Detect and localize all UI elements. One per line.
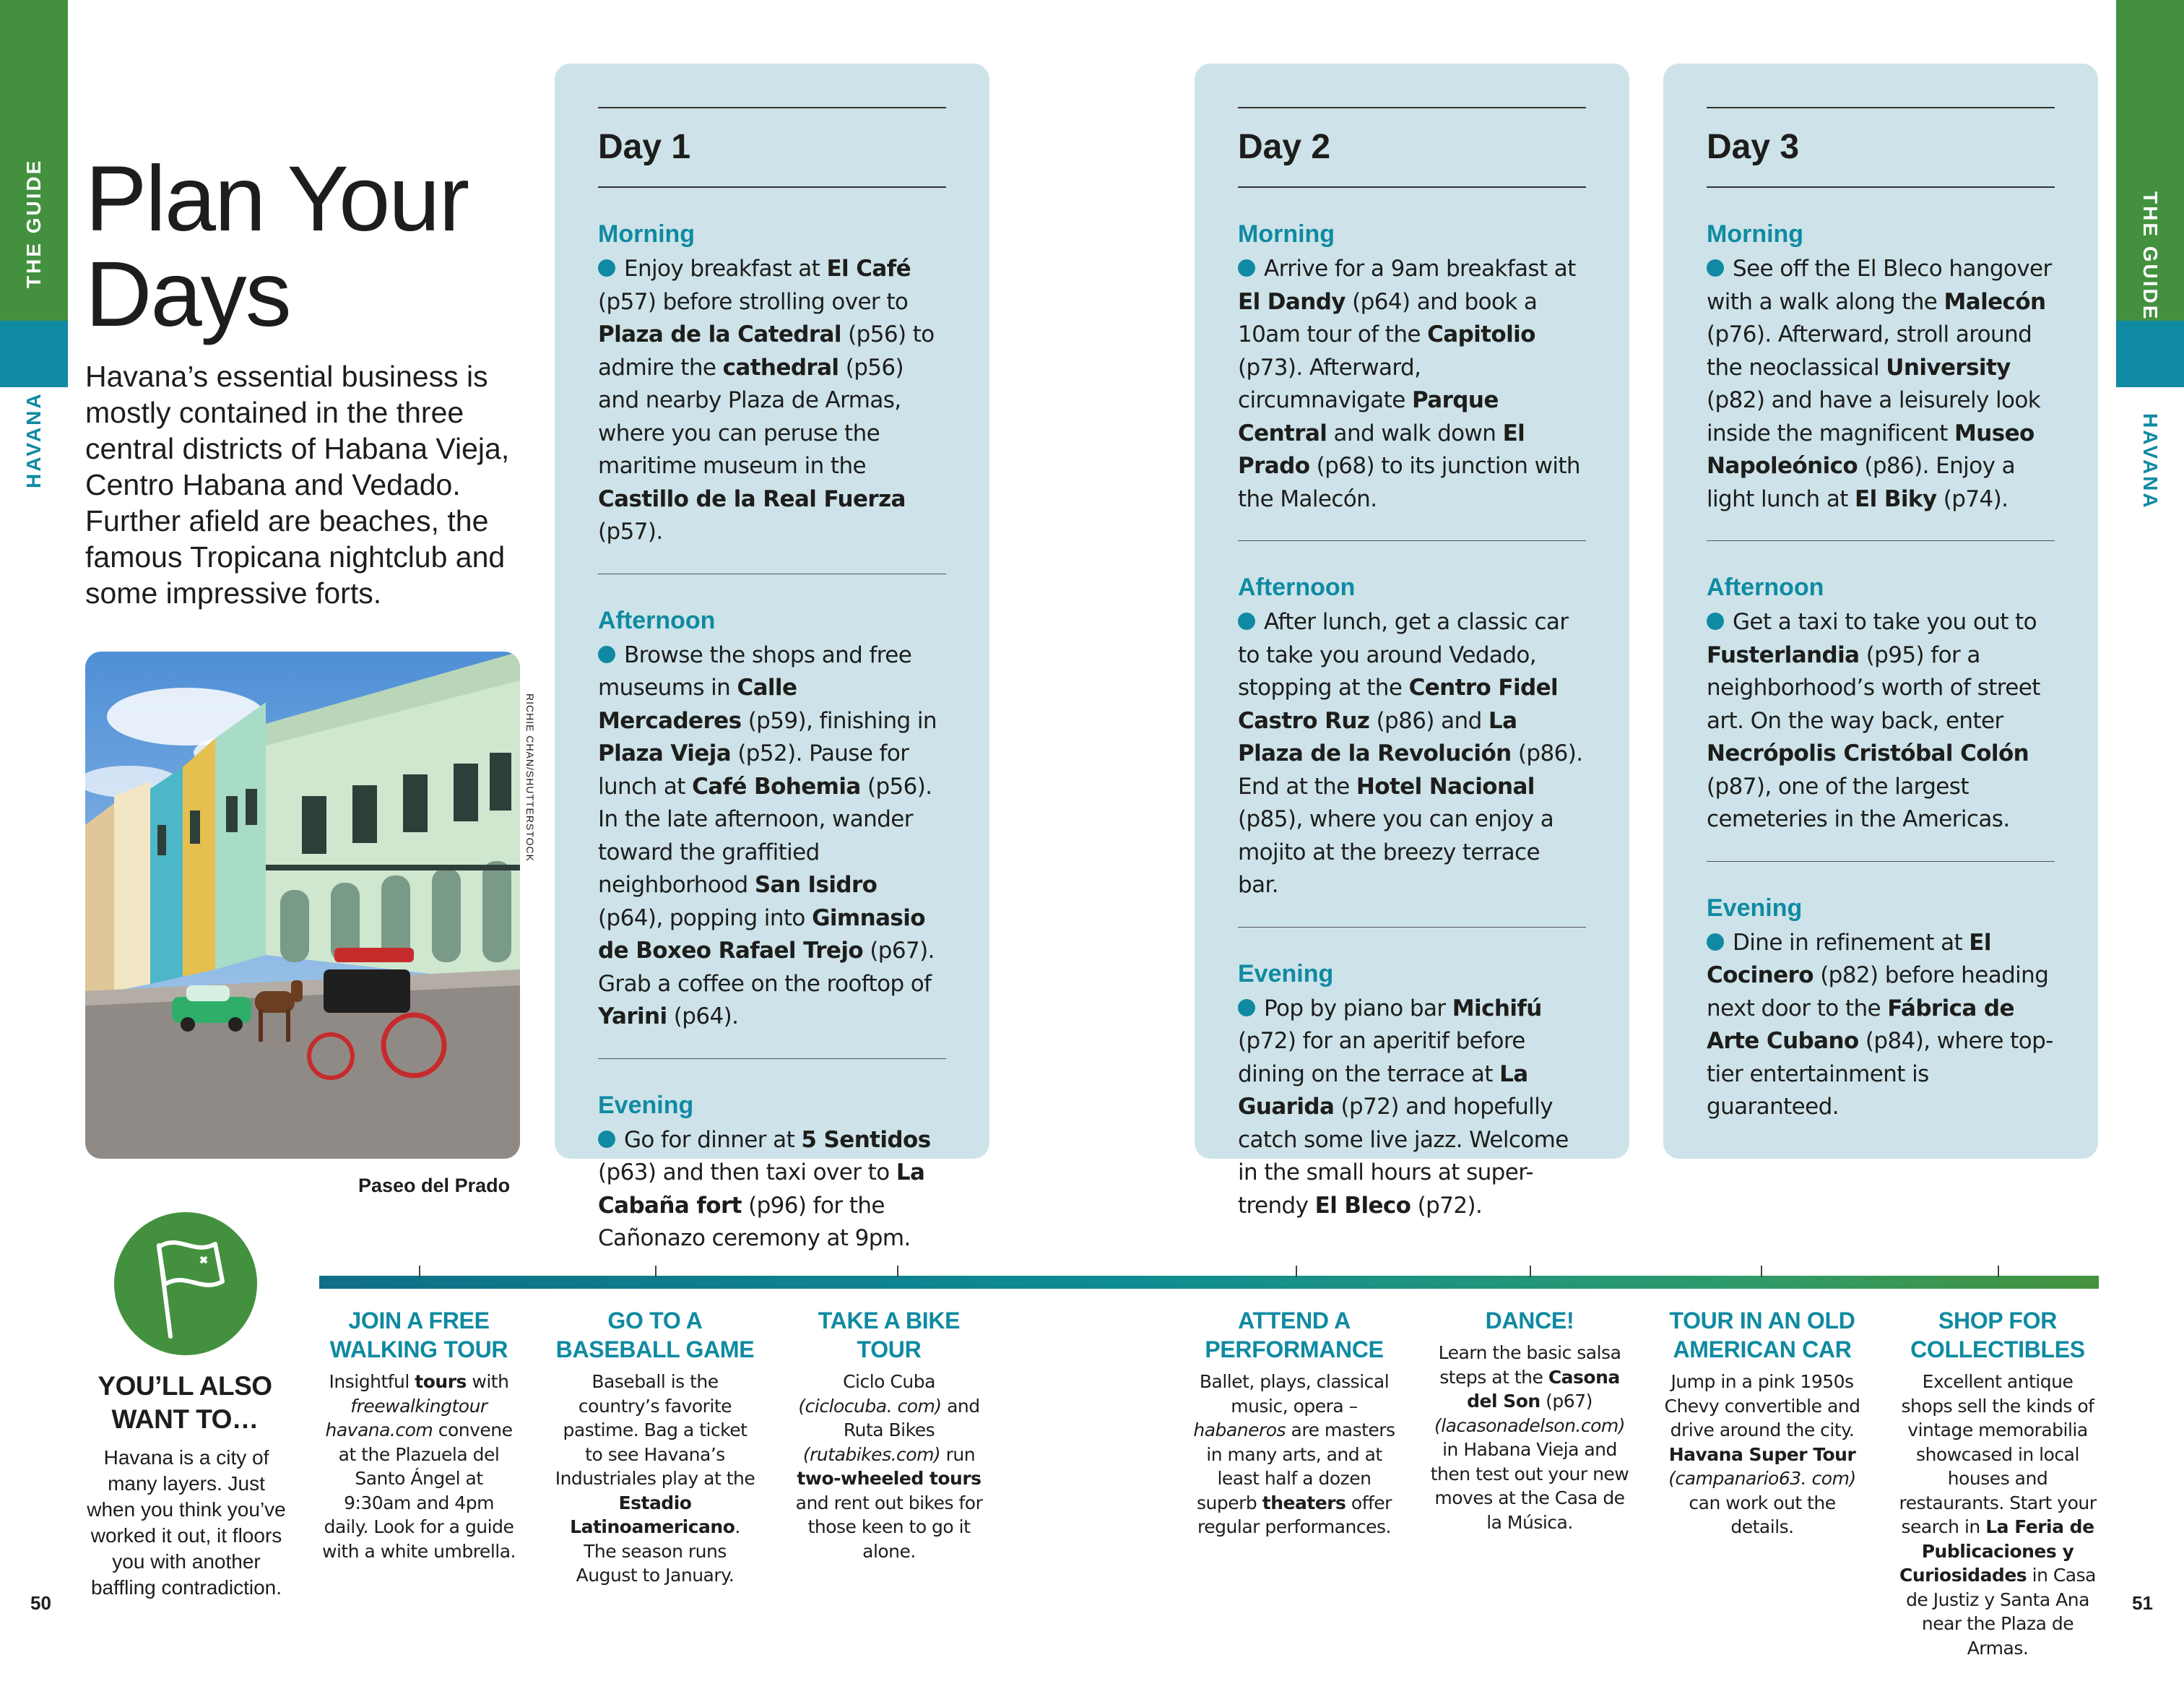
item-heading: ATTEND A PERFORMANCE [1205, 1308, 1384, 1362]
bold-text: El Biky [1855, 485, 1937, 512]
section-body [598, 253, 946, 549]
timeline-bar [319, 1276, 2099, 1289]
also-item-baseball [555, 1306, 755, 1588]
bold-text: El Café [826, 256, 911, 282]
also-title: YOU’LL ALSO WANT TO… [98, 1371, 272, 1434]
text-run: (p96) for the Cañonazo ceremony at 9pm. [598, 1192, 911, 1251]
bold-text: Parque Central [1238, 387, 1499, 446]
text-run: (p56). In the late afternoon, wander toward the graffitied neighborhood [598, 773, 932, 898]
page-number-right: 51 [2132, 1592, 2153, 1614]
text-run: Jump in a pink 1950s Chevy convertible and drive around the city. [1664, 1371, 1860, 1440]
text-run: (p67). Grab a coffee on the rooftop of [598, 938, 935, 997]
also-item-walking-tour [321, 1306, 517, 1563]
text-run: and Ruta Bikes [843, 1395, 980, 1440]
section-body [1707, 606, 2055, 837]
bold-text: 5 Sentidos [801, 1126, 931, 1153]
text-run: (p64) and book a 10am tour of the [1238, 288, 1538, 347]
text-run: Ciclo Cuba [843, 1371, 935, 1392]
also-item-american-car [1664, 1306, 1860, 1539]
left-city-label: HAVANA [22, 392, 45, 488]
paseo-del-prado-illustration [85, 652, 520, 1159]
day-title-rule [1238, 186, 1586, 188]
text-run: (p82) and have a leisurely look inside the magnificent [1707, 387, 2041, 446]
page-number-left: 50 [30, 1592, 51, 1614]
text-run: (p73). Afterward, circumnavigate [1238, 354, 1421, 413]
also-body: Havana is a city of many layers. Just when you think you’ve worked it out, it floors you with another baffling contradiction. [87, 1446, 286, 1599]
text-run: (p85), where you can enjoy a mojito at the breezy terrace bar. [1238, 806, 1554, 898]
text-run: (p72). [1410, 1192, 1483, 1219]
timeline-tick [655, 1266, 656, 1277]
timeline-tick [1530, 1266, 1531, 1277]
bold-text: Capitolio [1427, 321, 1535, 347]
item-body [794, 1370, 984, 1563]
bold-text: theaters [1262, 1492, 1346, 1513]
text-run: (p56) to admire the [598, 321, 935, 381]
bullet-icon [1238, 259, 1255, 277]
timeline-tick [897, 1266, 898, 1277]
bold-text: Fábrica de Arte Cubano [1707, 995, 2014, 1054]
day-2-content [1238, 107, 1586, 1247]
flag-icon [114, 1212, 257, 1355]
bold-text: University [1886, 354, 2011, 381]
day-title: Day 2 [1238, 128, 1331, 166]
text-run: (p64), popping into [598, 904, 812, 931]
section-divider [1238, 540, 1586, 541]
text-run: (p56) and nearby Plaza de Armas, where you can peruse the maritime museum in the [598, 354, 904, 479]
text-run: offer regular performances. [1197, 1492, 1392, 1537]
left-section-label: THE GUIDE [22, 158, 45, 288]
bold-text: Centro Fidel Castro Ruz [1238, 675, 1559, 734]
item-heading: DANCE! [1485, 1308, 1574, 1334]
day-title: Day 1 [598, 128, 691, 166]
day-1-content [598, 107, 946, 1280]
section-body [1707, 253, 2055, 516]
section-body [598, 639, 946, 1034]
italic-text: (rutabikes.com) [802, 1443, 941, 1465]
italic-text: (campanario63. com) [1668, 1468, 1856, 1489]
section-heading: Afternoon [1238, 574, 1356, 601]
section-heading: Evening [1707, 894, 1803, 922]
right-city-label: HAVANA [2139, 413, 2162, 510]
page-title-line1: Plan Your [85, 147, 469, 251]
bold-text: Necrópolis Cristóbal Colón [1707, 740, 2029, 766]
text-run: (p76). Afterward, stroll around the neoclassical [1707, 321, 2032, 381]
text-run: (p86) and [1369, 707, 1488, 734]
bold-text: Plaza Vieja [598, 740, 732, 766]
day-card-2 [1195, 64, 1629, 1219]
day-3-content [1707, 107, 2055, 1149]
section-heading: Evening [598, 1091, 694, 1119]
text-run: convene at the Plazuela del Santo Ángel at 9:30am and 4pm daily. Look for a guide with a white umbrella. [322, 1419, 516, 1562]
text-run: . The season runs August to January. [576, 1516, 740, 1586]
text-run: (p64). [667, 1003, 739, 1029]
text-run: (p57) before strolling over to [598, 288, 909, 315]
text-run: Enjoy breakfast at [624, 256, 827, 282]
bold-text: El Cocinero [1707, 929, 1991, 988]
bullet-icon [1707, 933, 1724, 951]
section-heading: Afternoon [598, 606, 716, 634]
day-title-rule [1707, 186, 2055, 188]
bullet-icon [1238, 999, 1255, 1016]
bullet-icon [1707, 259, 1724, 277]
text-run: are masters in many arts, and at least half a dozen superb [1197, 1419, 1395, 1513]
bold-text: El Prado [1238, 420, 1525, 479]
text-run: (p63) and then taxi over to [598, 1159, 896, 1185]
text-run: See off the El Bleco hangover with a walk along the [1707, 256, 2052, 315]
day-card-3 [1663, 64, 2098, 1159]
section-heading: Morning [1707, 220, 1804, 248]
section-body [598, 1124, 946, 1256]
right-section-label: THE GUIDE [2139, 191, 2162, 321]
day-card-1 [555, 64, 989, 1251]
text-run: (p59), finishing in [741, 707, 937, 734]
text-run: run [940, 1443, 976, 1465]
item-heading: GO TO A BASEBALL GAME [555, 1308, 755, 1362]
text-run: Ballet, plays, classical music, opera – [1199, 1371, 1390, 1417]
section-divider [1707, 861, 2055, 862]
bold-text: Calle Mercaderes [598, 675, 797, 734]
right-city-tab [2116, 321, 2184, 387]
flag-badge [114, 1212, 257, 1355]
text-run: Go for dinner at [624, 1126, 802, 1153]
timeline-tick [419, 1266, 420, 1277]
text-run: Excellent antique shops sell the kinds of vintage memorabilia showcased in local houses and restaurants. Start your search in [1899, 1371, 2097, 1537]
bold-text: Gimnasio de Boxeo Rafael Trejo [598, 904, 925, 964]
page-title-line2: Days [85, 243, 290, 346]
text-run: (p72) for an aperitif before dining on the terrace at [1238, 1028, 1525, 1087]
text-run: (p57). [598, 519, 663, 545]
bold-text: El Dandy [1238, 288, 1346, 315]
bullet-icon [1707, 613, 1724, 630]
text-run: in Habana Vieja and then test out your new moves at the Casa de la Música. [1430, 1439, 1629, 1533]
bold-text: Malecón [1944, 288, 2046, 315]
item-heading: JOIN A FREE WALKING TOUR [329, 1308, 508, 1362]
section-divider [1238, 927, 1586, 928]
section-body [1707, 927, 2055, 1124]
text-run: in Casa de Justiz y Santa Ana near the Plaza de Armas. [1906, 1565, 2096, 1659]
bullet-icon [598, 259, 615, 277]
text-run: (p84), where top-tier entertainment is guaranteed. [1707, 1028, 2053, 1120]
bold-text: cathedral [722, 354, 839, 381]
bold-text: La Plaza de la Revolución [1238, 707, 1517, 766]
text-run: and rent out bikes for those keen to go it alone. [795, 1492, 983, 1562]
italic-text: freewalkingtour havana.com [325, 1395, 488, 1440]
section-divider [1707, 540, 2055, 541]
text-run: (p52). Pause for lunch at [598, 740, 909, 800]
item-body [1193, 1370, 1395, 1539]
text-run: Browse the shops and free museums in [598, 641, 912, 701]
italic-text: habaneros [1193, 1419, 1286, 1440]
italic-text: (ciclocuba. com) [798, 1395, 942, 1417]
also-item-bike-tour [794, 1306, 984, 1563]
item-body [1429, 1341, 1631, 1534]
italic-text: (lacasonadelson.com) [1434, 1414, 1626, 1436]
item-heading: TOUR IN AN OLD AMERICAN CAR [1669, 1308, 1855, 1362]
timeline-tick [1998, 1266, 1999, 1277]
text-run: (p82) before heading next door to the [1707, 962, 2049, 1021]
day-title-rule [598, 186, 946, 188]
text-run: and walk down [1327, 420, 1503, 446]
section-heading: Afternoon [1707, 574, 1824, 601]
bold-text: La Guarida [1238, 1060, 1528, 1120]
item-heading: TAKE A BIKE TOUR [818, 1308, 961, 1362]
text-run: Get a taxi to take you out to [1733, 609, 2037, 635]
bold-text: Hotel Nacional [1356, 773, 1535, 800]
bullet-icon [598, 646, 615, 663]
street-photo [85, 652, 520, 1159]
bold-text: Estadio Latinoamericano [570, 1492, 735, 1537]
bold-text: San Isidro [754, 872, 878, 898]
bullet-icon [598, 1131, 615, 1148]
left-city-tab [0, 321, 68, 387]
section-heading: Morning [1238, 220, 1335, 248]
also-item-collectibles [1897, 1306, 2099, 1660]
section-heading: Evening [1238, 959, 1334, 988]
item-heading: SHOP FOR COLLECTIBLES [1910, 1308, 2085, 1362]
text-run: can work out the details. [1689, 1492, 1836, 1537]
bold-text: Havana Super Tour [1668, 1443, 1856, 1465]
text-run: Pop by piano bar [1264, 995, 1452, 1021]
item-body [1897, 1370, 2099, 1660]
text-run: Baseball is the country’s favorite pastime. Bag a ticket to see Havana’s Industriales play at the [555, 1371, 755, 1489]
section-body [1238, 253, 1586, 516]
text-run: After lunch, get a classic car to take you around Vedado, stopping at the [1238, 609, 1569, 701]
section-body [1238, 993, 1586, 1223]
page-title [85, 147, 533, 346]
item-body [1664, 1370, 1860, 1539]
timeline-tick [1761, 1266, 1762, 1277]
text-run: (p67) [1540, 1391, 1592, 1412]
photo-caption: Paseo del Prado [358, 1175, 511, 1196]
bold-text: Fusterlandia [1707, 641, 1860, 668]
item-body [555, 1370, 755, 1588]
text-run: Learn the basic salsa steps at the [1438, 1342, 1621, 1388]
bold-text: Plaza de la Catedral [598, 321, 841, 347]
text-run: Insightful [329, 1371, 415, 1392]
intro-text: Havana’s essential business is mostly contained in the three central districts of Habana Vieja, Centro Habana and Vedado. Further afield are beaches, the famous Tropicana nightclub and some impressive forts. [85, 360, 510, 610]
bold-text: two-wheeled tours [797, 1468, 982, 1489]
text-run: Arrive for a 9am breakfast at [1264, 256, 1576, 282]
text-run: (p68) to its junction with the Malecón. [1238, 453, 1580, 512]
bold-text: Michifú [1452, 995, 1542, 1021]
bold-text: Castillo de la Real Fuerza [598, 485, 906, 512]
bullet-icon [1238, 613, 1255, 630]
bold-text: Yarini [598, 1003, 667, 1029]
item-body [321, 1370, 517, 1563]
bold-text: Casona del Son [1467, 1366, 1620, 1412]
section-divider [598, 1058, 946, 1059]
text-run: (p87), one of the largest cemeteries in the Americas. [1707, 773, 2010, 832]
bold-text: El Bleco [1314, 1192, 1411, 1219]
section-body [1238, 606, 1586, 902]
section-heading: Morning [598, 220, 696, 248]
bold-text: La Feria de Publicaciones y Curiosidades [1899, 1516, 2094, 1586]
text-run: Dine in refinement at [1733, 929, 1970, 956]
text-run: (p86). Enjoy a light lunch at [1707, 453, 2015, 512]
bold-text: tours [415, 1371, 467, 1392]
photo-credit: RICHIE CHAN/SHUTTERSTOCK [524, 693, 536, 862]
text-run: with [466, 1371, 509, 1392]
day-title: Day 3 [1707, 128, 1800, 166]
bold-text: La Cabaña fort [598, 1159, 925, 1219]
text-run: (p86). End at the [1238, 740, 1583, 800]
bold-text: Museo Napoleónico [1707, 420, 2034, 479]
text-run: (p95) for a neighborhood’s worth of street art. On the way back, enter [1707, 641, 2040, 734]
text-run: (p72) and hopefully catch some live jazz. Welcome in the small hours at super-trendy [1238, 1094, 1569, 1219]
timeline-tick [1296, 1266, 1297, 1277]
also-item-dance [1429, 1306, 1631, 1534]
text-run: (p74). [1936, 485, 2008, 512]
bold-text: Café Bohemia [692, 773, 861, 800]
also-item-performance [1193, 1306, 1395, 1539]
